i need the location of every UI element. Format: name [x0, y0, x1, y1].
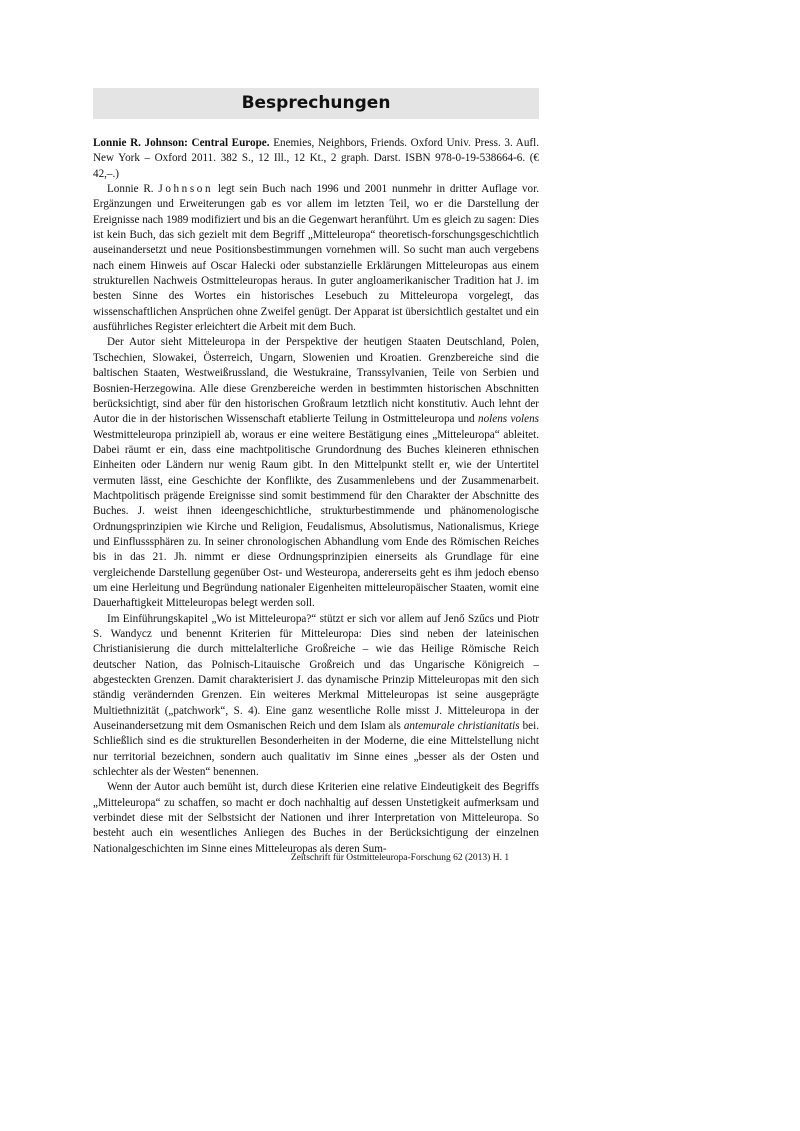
- review-body: [93, 136, 539, 857]
- paragraph-3: [93, 612, 539, 781]
- paragraph-3-italic: antemurale christianitatis: [403, 720, 520, 733]
- review-citation: [93, 136, 539, 182]
- paragraph-1: [93, 182, 539, 335]
- journal-footer: Zeitschrift für Ostmitteleuropa-Forschung 62 (2013) H. 1: [290, 853, 510, 863]
- paragraph-4: Wenn der Autor auch bemüht ist, durch diese Kriterien eine relative Eindeutigkeit des Begriffs „Mitteleuropa“ zu schaffen, so macht er doch nachhaltig auf dessen Unstetigkeit aufmerksam und verbindet diese mit der Selbstsicht der Nationen und ihrer Interpretation von Mitteleuropa. So besteht auch ein wesentliches Anliegen des Buches in der Berücksichtigung der einzelnen Nationalgeschichten im Sinne eines Mitteleuropas als deren Sum-: [93, 781, 539, 855]
- section-title: Besprechungen: [241, 93, 391, 113]
- paragraph-1-text: legt sein Buch nach 1996 und 2001 nunmehr in dritter Auflage vor. Ergänzungen und Erweiterungen gab es vor allem im letzten Teil, wo er die Darstellung der Ereignisse nach 1989 modifiziert und bis an die Gegenwart heranführt. Um es gleich zu sagen: Dies ist kein Buch, das sich gezielt mit dem Begriff „Mitteleuropa“ theoretisch-forschungsgeschichtlich auseinandersetzt und neue Positionsbestimmungen vornehmen will. So sucht man auch vergebens nach einem Hinweis auf Oscar Halecki oder substanzielle Erklärungen Mitteleuropas aus einem strukturellen Nachweis Ostmitteleuropas heraus. In guter angloamerikanischer Tradition hat J. im besten Sinne des Wortes ein historisches Lesebuch zu Mitteleuropa vorgelegt, das wissenschaftlichen Ansprüchen ohne Zweifel genügt. Der Apparat ist übersichtlich gestaltet und ein ausführliches Register erleichtert die Arbeit mit dem Buch.: [93, 183, 540, 334]
- citation-author-title: Lonnie R. Johnson: Central Europe.: [93, 137, 270, 149]
- paragraph-1-lead: Lonnie R.: [107, 183, 159, 196]
- paragraph-2-text-a: Der Autor sieht Mitteleuropa in der Perspektive der heutigen Staaten Deutschland, Polen, Tschechien, Slowakei, Österreich, Ungarn, Slowenien und Kroatien. Grenzbereiche sind die baltischen Staaten, Westweißrussland, die Westukraine, Transsylvanien, Teile von Serbien und Bosnien-Herzegowina. Alle diese Grenzbereiche werden in bestimmten historischen Abschnitten berücksichtigt, sind aber für den historischen Großraum letztlich nicht konstitutiv. Auch lehnt der Autor die in der historischen Wissenschaft etablierte Teilung in Ostmitteleuropa und: [93, 336, 539, 426]
- paragraph-3-text-a: Im Einführungskapitel „Wo ist Mitteleuropa?“ stützt er sich vor allem auf Jenő Szűcs und Piotr S. Wandycz und benennt Kriterien für Mitteleuropa: Dies sind neben der lateinischen Christianisierung die durch mittelalterliche Großreiche – wie das Heilige Römische Reich deutscher Nation, das Polnisch-Litauische Großreich und das Ungarische Königreich – abgesteckten Grenzen. Damit charakterisiert J. das dynamische Prinzip Mitteleuropas mit den sich ständig verändernden Grenzen. Ein weiteres Merkmal Mitteleuropas ist seine ausgeprägte Multiethnizität („patchwork“, S. 4). Eine ganz wesentliche Rolle misst J. Mitteleuropa in der Auseinandersetzung mit dem Osmanischen Reich und dem Islam als: [93, 612, 539, 733]
- author-name-spaced: Johnson: [158, 183, 214, 196]
- paragraph-2-text-b: Westmitteleuropa prinzipiell ab, woraus er eine weitere Bestätigung eines „Mitteleuropa“ ableitet. Dabei räumt er ein, dass eine machtpolitische Grundordnung des Buches kleineren ethnischen Einheiten oder Ländern nur wenig Raum gibt. In den Mittelpunkt stellt er, wie der Untertitel vermuten lässt, eine Geschichte der Konflikte, des Zusammenlebens und der Zusammenarbeit. Machtpolitisch prägende Ereignisse sind somit bestimmend für den Charakter der Abschnitte des Buches. J. weist ihnen ideengeschichtliche, strukturbestimmende und phänomenologische Ordnungsprinzipien wie Kirche und Religion, Feudalismus, Absolutismus, Nationalismus, Kriege und Einflusssphären zu. In seiner chronologischen Abhandlung vom Ende des Römischen Reiches bis in das 21. Jh. nimmt er diese Ordnungsprinzipien einerseits als Grundlage für eine vergleichende Darstellung gegenüber Ost- und Westeuropa, andererseits geht es ihm jedoch ebenso um eine Herleitung und Begründung nationaler Eigenheiten mitteleuropäischer Staaten, womit eine Dauerhaftigkeit Mitteleuropas belegt werden soll.: [93, 428, 539, 610]
- paragraph-2-italic: nolens volens: [478, 413, 539, 426]
- paragraph-2: [93, 335, 539, 611]
- section-header-bar: [93, 88, 539, 119]
- paragraph-3-text-b: bei. Schließlich sind es die strukturellen Besonderheiten in der Moderne, die eine Mittelstellung nicht nur territorial bezeichnen, sondern auch qualitativ im Sinne eines „besser als der Osten und schlechter als der Westen“ benennen.: [93, 720, 539, 779]
- citation-details: Enemies, Neighbors, Friends. Oxford Univ. Press. 3. Aufl. New York – Oxford 2011. 382 S., 12 Ill., 12 Kt., 2 graph. Darst. ISBN 978-0-19-538664-6. (€ 42,–.): [93, 137, 539, 180]
